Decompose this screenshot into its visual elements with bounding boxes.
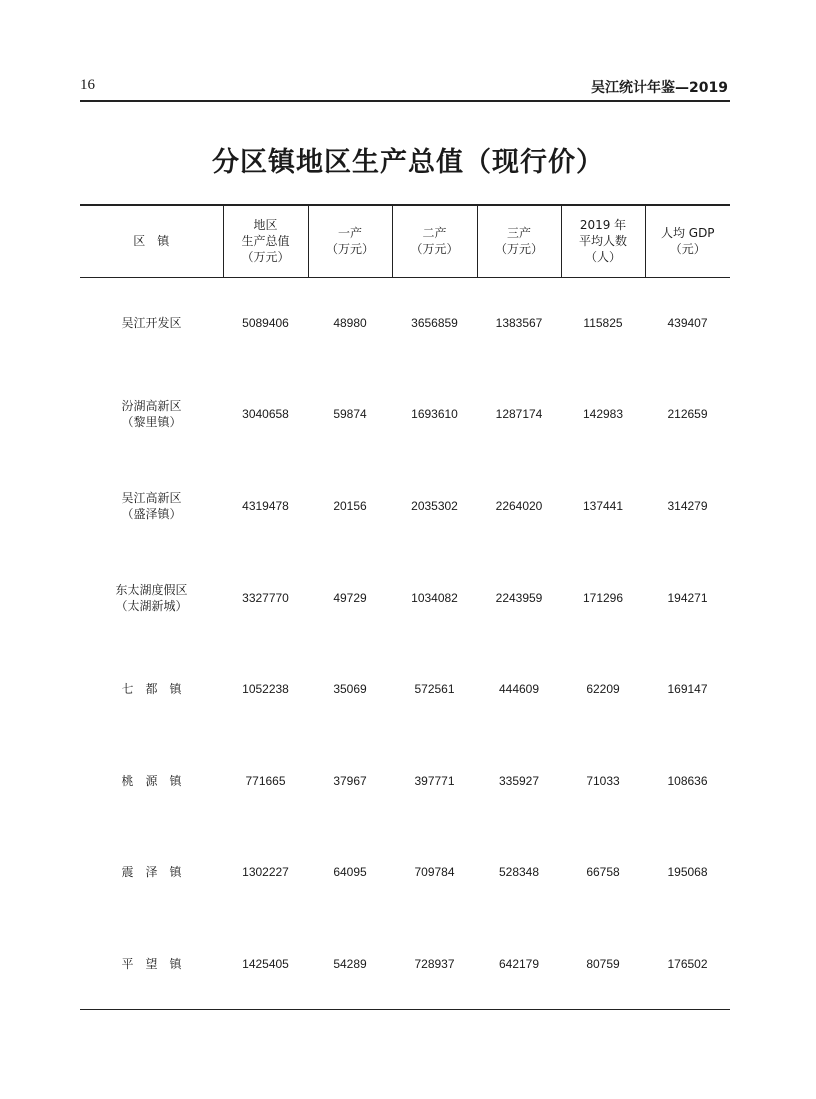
gdp-table (80, 204, 730, 1010)
gdp-cell: 3327770 (242, 590, 289, 605)
header-per-capita (645, 205, 730, 277)
tertiary-cell: 444609 (498, 682, 540, 697)
primary-cell: 35069 (333, 682, 367, 697)
column-header-line: 2019 年 (579, 218, 627, 233)
header-secondary (392, 205, 477, 277)
population-cell: 115825 (583, 316, 623, 331)
town-name-line: 东太湖度假区 (115, 582, 188, 597)
per-capita-cell: 169147 (667, 682, 708, 697)
secondary-cell: 1034082 (411, 590, 458, 605)
population-cell: 62209 (586, 682, 620, 697)
gdp-cell: 1425405 (223, 918, 308, 1010)
primary-cell: 59874 (333, 407, 367, 422)
per-capita-cell: 108636 (667, 773, 708, 788)
town-name-line: 汾湖高新区 (121, 399, 182, 414)
column-header-line: 地区 (253, 218, 278, 233)
town-name-line: 平 望 镇 (121, 956, 182, 971)
gdp-cell: 771665 (245, 773, 286, 788)
town-name-line: （盛泽镇） (121, 506, 182, 521)
secondary-cell: 2035302 (411, 498, 458, 513)
header-tertiary (477, 205, 561, 277)
header-gdp (223, 205, 308, 277)
per-capita-cell: 176502 (645, 918, 730, 1010)
column-header-line: 平均人数 (578, 234, 627, 249)
table-header (80, 205, 730, 277)
per-capita-cell: 439407 (667, 316, 708, 331)
page-title: 分区镇地区生产总值（现行价） (212, 147, 604, 178)
table-row (80, 460, 730, 552)
column-header-line: 生产总值 (241, 234, 290, 249)
tertiary-cell: 1287174 (495, 407, 543, 422)
town-name-cell (80, 460, 223, 552)
tertiary-cell: 335927 (498, 773, 540, 788)
per-capita-cell: 212659 (667, 407, 708, 422)
column-header-line: 三产 (506, 226, 531, 241)
page-number: 16 (80, 77, 95, 93)
secondary-cell: 3656859 (411, 316, 458, 331)
tertiary-cell: 642179 (477, 918, 561, 1010)
column-header-line: （万元） (494, 242, 543, 257)
tertiary-cell: 1383567 (495, 316, 543, 331)
header-rule (80, 100, 730, 102)
header-town (80, 205, 223, 277)
column-header-line: （人） (584, 250, 621, 265)
town-name-cell (80, 827, 223, 919)
primary-cell: 64095 (333, 865, 367, 880)
running-title: 吴江统计年鉴—2019 (591, 80, 728, 96)
table-row (80, 643, 730, 735)
column-header-line: 人均 GDP (660, 226, 715, 241)
secondary-cell: 572561 (414, 682, 455, 697)
gdp-cell: 1052238 (242, 682, 289, 697)
per-capita-cell: 314279 (667, 498, 708, 513)
population-cell: 171296 (582, 590, 624, 605)
table-row (80, 552, 730, 644)
town-name-line: （太湖新城） (115, 598, 188, 613)
tertiary-cell: 528348 (498, 865, 540, 880)
table-body (80, 277, 730, 1010)
secondary-cell: 728937 (392, 918, 477, 1010)
secondary-cell: 709784 (414, 865, 455, 880)
population-cell: 66758 (586, 865, 620, 880)
gdp-cell: 3040658 (242, 407, 289, 422)
population-cell: 142983 (582, 407, 624, 422)
header-row (80, 205, 730, 277)
primary-cell: 37967 (333, 773, 367, 788)
table-row (80, 918, 730, 1010)
town-name-line: （黎里镇） (121, 415, 182, 430)
column-header-line: （元） (669, 242, 706, 257)
town-name-line: 七 都 镇 (121, 682, 182, 697)
column-header-line: （万元） (241, 250, 290, 265)
table-row (80, 827, 730, 919)
header-primary (308, 205, 392, 277)
tertiary-cell: 2264020 (495, 498, 543, 513)
tertiary-cell: 2243959 (495, 590, 543, 605)
town-name-cell (80, 277, 223, 369)
gdp-cell: 4319478 (242, 498, 289, 513)
town-name-line: 吴江开发区 (121, 316, 182, 331)
town-name-cell (80, 552, 223, 644)
per-capita-cell: 195068 (667, 865, 708, 880)
table-row (80, 277, 730, 369)
column-header-line: 区 镇 (133, 234, 170, 249)
primary-cell: 49729 (333, 590, 367, 605)
column-header-line: 二产 (422, 226, 447, 241)
town-name-line: 吴江高新区 (121, 490, 182, 505)
column-header-line: （万元） (325, 242, 374, 257)
secondary-cell: 1693610 (411, 407, 458, 422)
table-row (80, 369, 730, 461)
town-name-cell (80, 735, 223, 827)
primary-cell: 20156 (333, 498, 367, 513)
column-header-line: （万元） (410, 242, 459, 257)
header-population (561, 205, 645, 277)
primary-cell: 48980 (333, 316, 367, 331)
per-capita-cell: 194271 (667, 590, 708, 605)
population-cell: 137441 (582, 498, 624, 513)
gdp-cell: 1302227 (242, 865, 289, 880)
population-cell: 71033 (586, 773, 620, 788)
gdp-cell: 5089406 (242, 316, 289, 331)
town-name-line: 桃 源 镇 (121, 773, 182, 788)
town-name-line: 震 泽 镇 (121, 865, 182, 880)
town-name-cell (80, 918, 223, 1010)
primary-cell: 54289 (308, 918, 392, 1010)
population-cell: 80759 (561, 918, 645, 1010)
table-row (80, 735, 730, 827)
town-name-cell (80, 369, 223, 461)
secondary-cell: 397771 (414, 773, 455, 788)
column-header-line: 一产 (337, 226, 362, 241)
town-name-cell (80, 643, 223, 735)
